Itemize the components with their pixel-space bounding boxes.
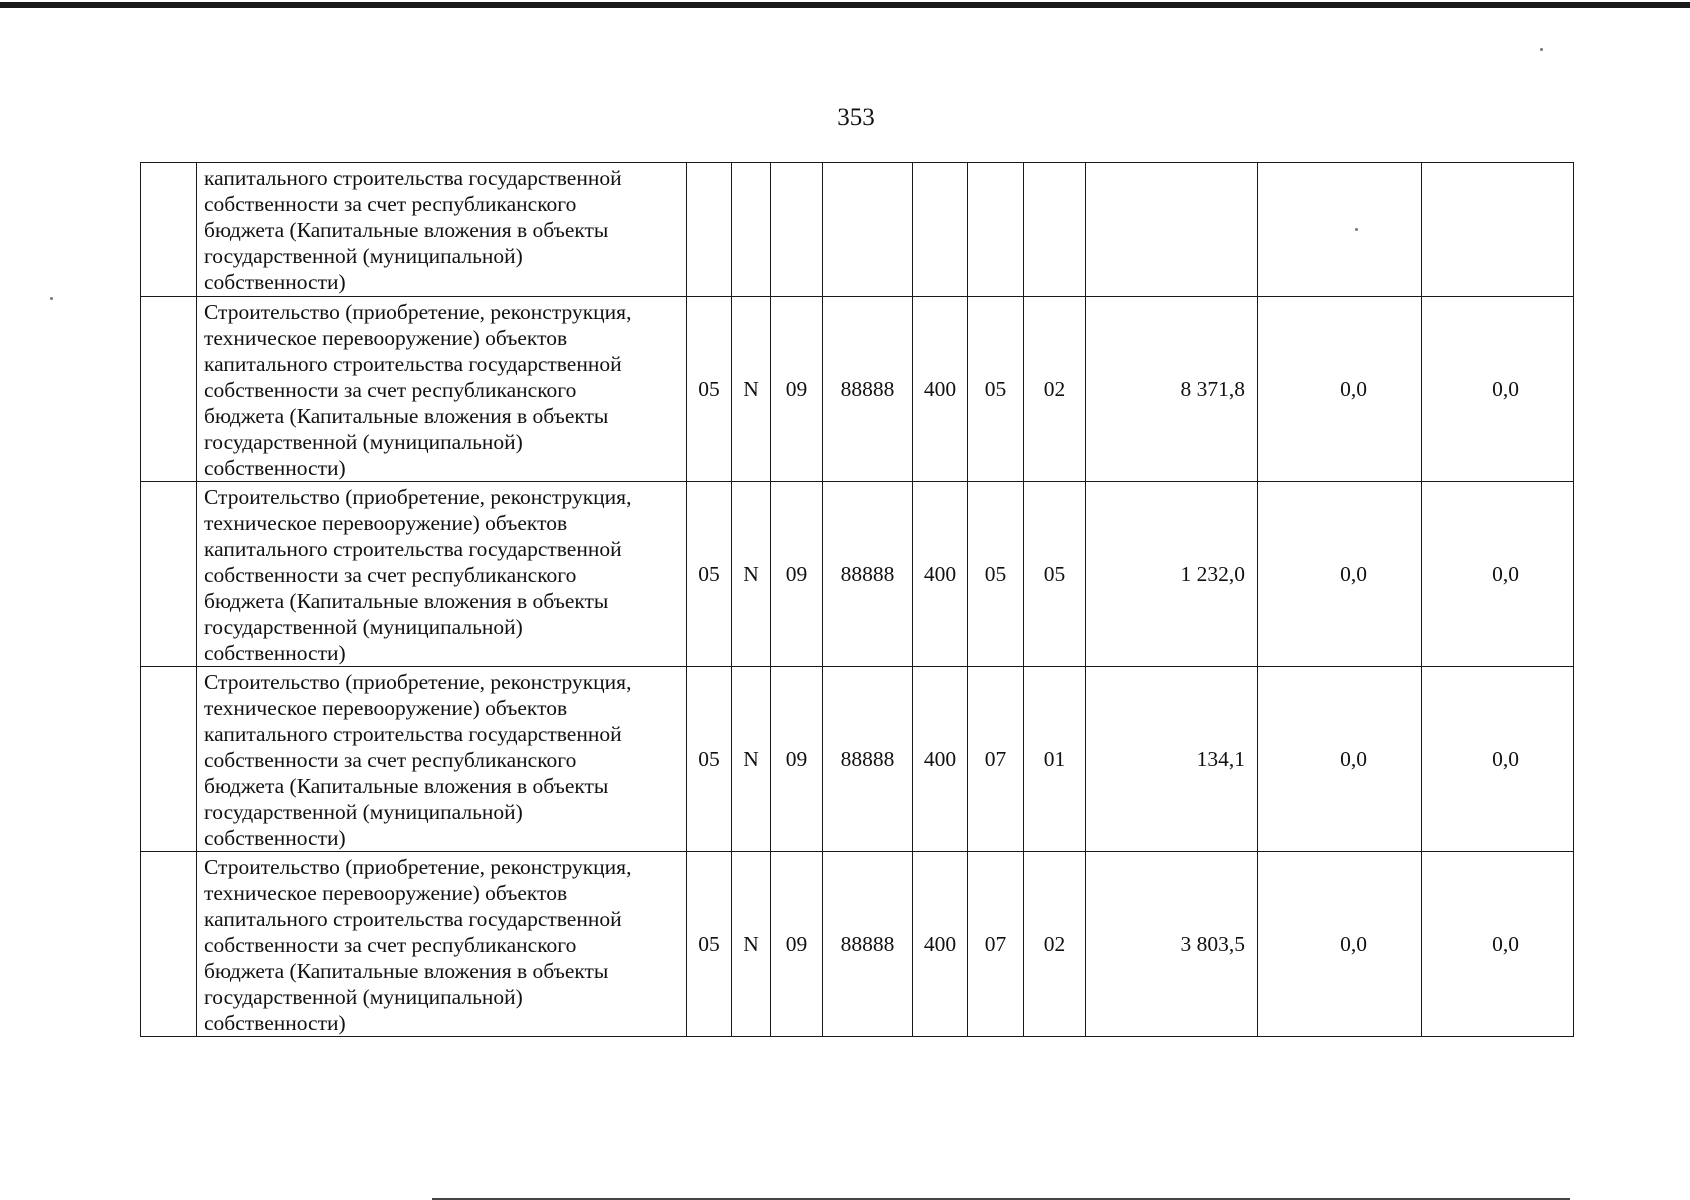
amount-year3-cell: 0,0 [1422,852,1574,1037]
row-number-cell [141,163,197,297]
description-line: бюджета (Капитальные вложения в объекты [204,589,609,613]
description-line: собственности за счет республиканского [204,378,577,402]
description-line: бюджета (Капитальные вложения в объекты [204,959,609,983]
page-number: 353 [837,104,875,131]
top-border-rule [0,2,1690,8]
description-line: собственности) [204,641,346,665]
description-line: Строительство (приобретение, реконструкция, [204,485,632,509]
division-code-cell: 05 [968,297,1024,482]
description-cell [197,163,687,297]
description-cell [197,667,687,852]
expense-type-code-cell: 400 [913,852,968,1037]
description-line: собственности за счет республиканского [204,563,577,587]
description-line: государственной (муниципальной) [204,800,523,824]
scan-speck [1540,48,1543,51]
description-line: собственности за счет республиканского [204,933,577,957]
table-row [141,163,1574,297]
table-row [141,852,1574,1037]
scan-speck [50,297,53,300]
row-number-cell [141,667,197,852]
program-letter-cell [732,163,771,297]
program-letter-cell: N [732,297,771,482]
table-row [141,667,1574,852]
division-code-cell: 07 [968,667,1024,852]
subprogram-code-cell: 09 [771,852,823,1037]
amount-year1-cell: 134,1 [1086,667,1258,852]
amount-year1-cell [1086,163,1258,297]
description-line: собственности за счет республиканского [204,192,577,216]
target-item-code-cell [823,163,913,297]
description-line: государственной (муниципальной) [204,430,523,454]
expense-type-code-cell [913,163,968,297]
row-number-cell [141,297,197,482]
description-line: государственной (муниципальной) [204,244,523,268]
description-line: капитального строительства государственной [204,537,622,561]
expense-type-code-cell: 400 [913,667,968,852]
subprogram-code-cell: 09 [771,667,823,852]
description-line: собственности) [204,456,346,480]
table-row [141,482,1574,667]
section-code-cell: 05 [687,297,732,482]
subprogram-code-cell: 09 [771,297,823,482]
description-line: собственности) [204,270,346,294]
program-letter-cell: N [732,852,771,1037]
description-line: капитального строительства государственной [204,352,622,376]
amount-year1-cell: 8 371,8 [1086,297,1258,482]
target-item-code-cell: 88888 [823,852,913,1037]
table-row [141,297,1574,482]
amount-year3-cell [1422,163,1574,297]
amount-year3-cell: 0,0 [1422,482,1574,667]
section-code-cell [687,163,732,297]
description-line: собственности за счет республиканского [204,748,577,772]
subdivision-code-cell [1024,163,1086,297]
description-cell [197,852,687,1037]
description-cell [197,297,687,482]
amount-year1-cell: 3 803,5 [1086,852,1258,1037]
amount-year2-cell [1258,163,1422,297]
section-code-cell: 05 [687,667,732,852]
amount-year2-cell: 0,0 [1258,667,1422,852]
amount-year1-cell: 1 232,0 [1086,482,1258,667]
description-line: техническое перевооружение) объектов [204,881,568,905]
description-line: капитального строительства государственной [204,907,622,931]
description-line: собственности) [204,1011,346,1035]
description-line: техническое перевооружение) объектов [204,696,568,720]
target-item-code-cell: 88888 [823,297,913,482]
expense-type-code-cell: 400 [913,482,968,667]
row-number-cell [141,482,197,667]
expense-type-code-cell: 400 [913,297,968,482]
section-code-cell: 05 [687,482,732,667]
description-line: бюджета (Капитальные вложения в объекты [204,218,609,242]
description-line: Строительство (приобретение, реконструкция, [204,300,632,324]
amount-year2-cell: 0,0 [1258,297,1422,482]
budget-table [140,162,1574,1037]
description-line: техническое перевооружение) объектов [204,326,568,350]
program-letter-cell: N [732,667,771,852]
division-code-cell: 05 [968,482,1024,667]
description-line: бюджета (Капитальные вложения в объекты [204,404,609,428]
description-cell [197,482,687,667]
division-code-cell [968,163,1024,297]
description-line: бюджета (Капитальные вложения в объекты [204,774,609,798]
description-line: Строительство (приобретение, реконструкция, [204,855,632,879]
target-item-code-cell: 88888 [823,667,913,852]
description-line: техническое перевооружение) объектов [204,511,568,535]
description-line: капитального строительства государственной [204,722,622,746]
division-code-cell: 07 [968,852,1024,1037]
amount-year3-cell: 0,0 [1422,667,1574,852]
subprogram-code-cell [771,163,823,297]
scan-speck [1355,228,1358,231]
description-line: собственности) [204,826,346,850]
description-line: государственной (муниципальной) [204,985,523,1009]
section-code-cell: 05 [687,852,732,1037]
row-number-cell [141,852,197,1037]
target-item-code-cell: 88888 [823,482,913,667]
subdivision-code-cell: 01 [1024,667,1086,852]
subdivision-code-cell: 05 [1024,482,1086,667]
program-letter-cell: N [732,482,771,667]
subprogram-code-cell: 09 [771,482,823,667]
amount-year3-cell: 0,0 [1422,297,1574,482]
description-line: капитального строительства государственной [204,166,622,190]
table-body [141,163,1574,1037]
subdivision-code-cell: 02 [1024,852,1086,1037]
description-line: Строительство (приобретение, реконструкция, [204,670,632,694]
amount-year2-cell: 0,0 [1258,852,1422,1037]
amount-year2-cell: 0,0 [1258,482,1422,667]
description-line: государственной (муниципальной) [204,615,523,639]
subdivision-code-cell: 02 [1024,297,1086,482]
